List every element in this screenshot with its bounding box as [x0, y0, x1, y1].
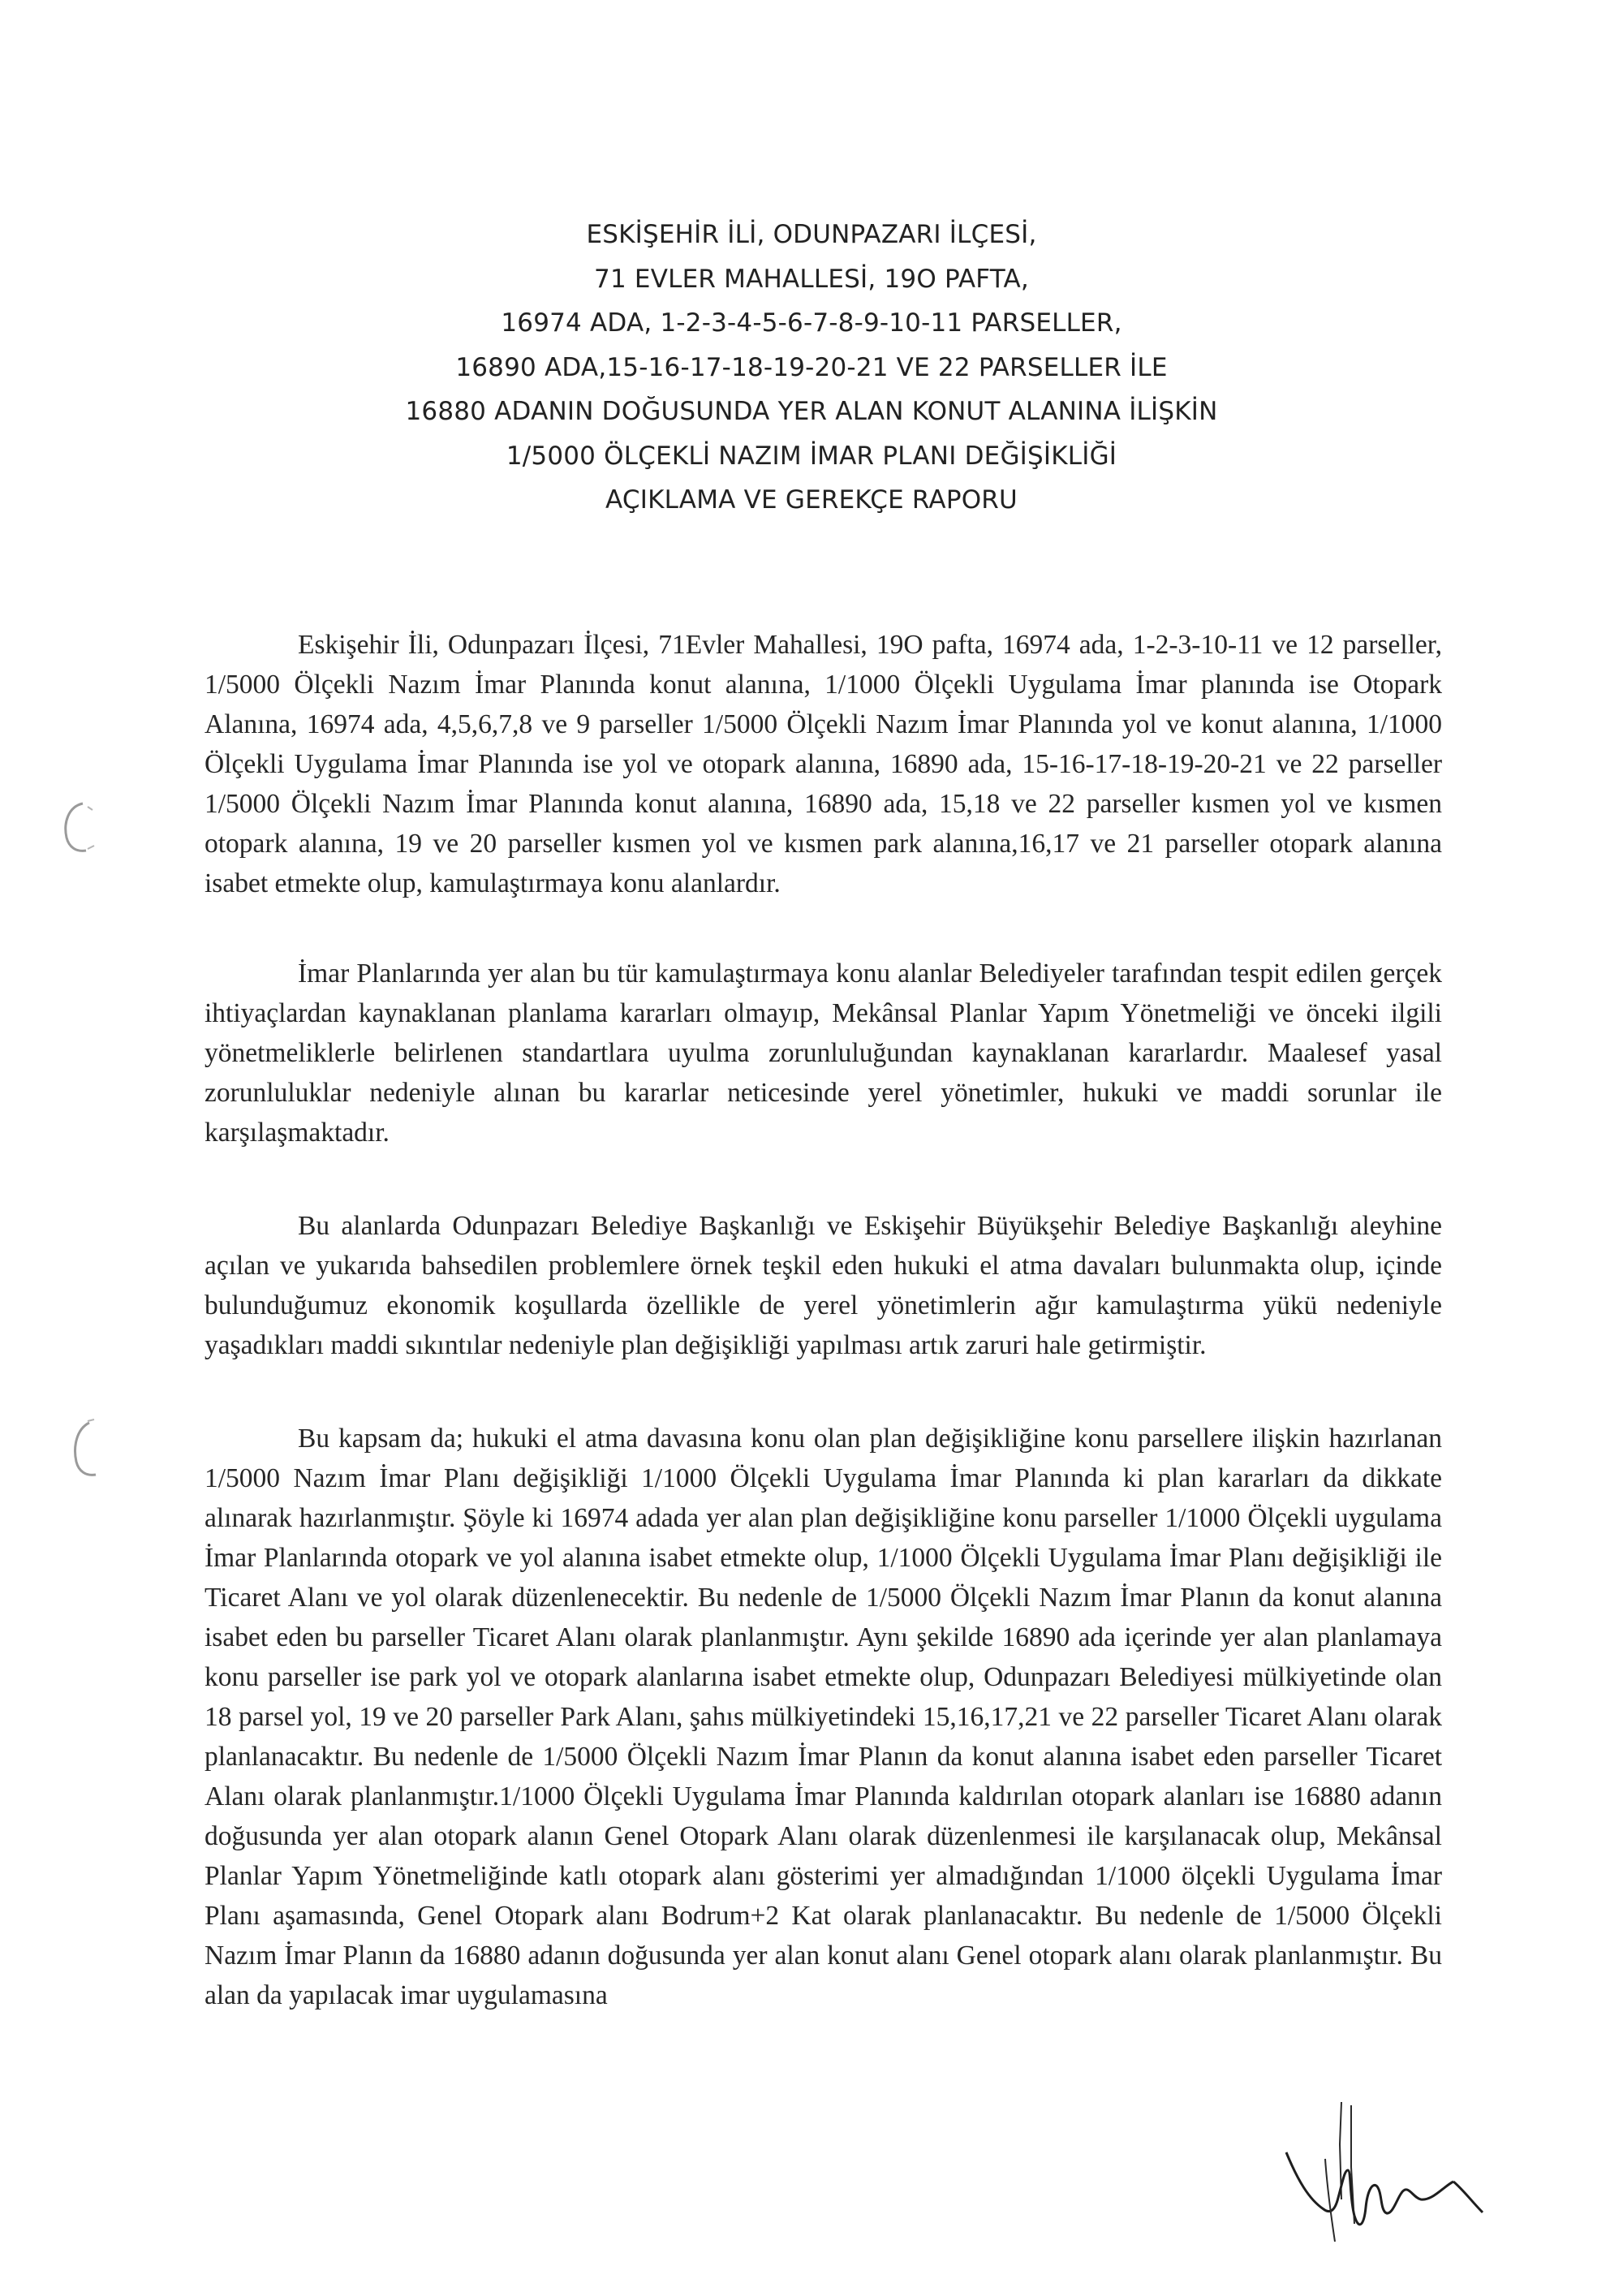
- report-title: [243, 213, 1380, 523]
- report-body: [204, 625, 1442, 2015]
- paragraph-1: Eskişehir İli, Odunpazarı İlçesi, 71Evler Mahallesi, 19O pafta, 16974 ada, 1-2-3-10-11 ve 12 parseller, 1/5000 Ölçekli Nazım İmar Planında konut alanına, 1/1000 Ölçekli Uygulama İmar planında ise Otopark Alanına, 16974 ada, 4,5,6,7,8 ve 9 parseller 1/5000 Ölçekli Nazım İmar Planında yol ve konut alanına, 1/1000 Ölçekli Uygulama İmar Planında ise yol ve otopark alanına, 16890 ada, 15-16-17-18-19-20-21 ve 22 parseller 1/5000 Ölçekli Nazım İmar Planında konut alanına, 16890 ada, 15,18 ve 22 parseller kısmen yol ve kısmen otopark alanına, 19 ve 20 parseller kısmen yol ve kısmen park alanına,16,17 ve 21 parseller otopark alanına isabet etmekte olup, kamulaştırmaya konu alanlardır.: [204, 630, 1442, 898]
- punch-hole-mark-top: [50, 795, 107, 860]
- title-line-4: 16890 ADA,15-16-17-18-19-20-21 VE 22 PARSELLER İLE: [455, 352, 1168, 382]
- paragraph-3: Bu alanlarda Odunpazarı Belediye Başkanlığı ve Eskişehir Büyükşehir Belediye Başkanlığı aleyhine açılan ve yukarıda bahsedilen problemlere örnek teşkil eden hukuki el atma davaları bulunmakta olup, içinde bulunduğumuz ekonomik koşullarda özellikle de yerel yönetimlerin ağır kamulaştırma yükü nedeniyle yaşadıkları maddi sıkıntılar nedeniyle plan değişikliği yapılması artık zaruri hale getirmiştir.: [204, 1211, 1442, 1360]
- title-line-1: ESKİŞEHİR İLİ, ODUNPAZARI İLÇESİ,: [586, 220, 1037, 249]
- punch-hole-mark-bottom: [58, 1416, 115, 1485]
- title-line-7: AÇIKLAMA VE GEREKÇE RAPORU: [605, 485, 1018, 515]
- title-line-3: 16974 ADA, 1-2-3-4-5-6-7-8-9-10-11 PARSELLER,: [501, 308, 1122, 338]
- title-line-5: 16880 ADANIN DOĞUSUNDA YER ALAN KONUT ALANINA İLİŞKİN: [405, 397, 1218, 426]
- signature-mark: [1270, 2102, 1489, 2248]
- paragraph-2: İmar Planlarında yer alan bu tür kamulaştırmaya konu alanlar Belediyeler tarafından tespit edilen gerçek ihtiyaçlardan kaynaklanan planlama kararları olmayıp, Mekânsal Planlar Yapım Yönetmeliği ve önceki ilgili yönetmeliklerle belirlenen standartlara uyulma zorunluluğundan kaynaklanan kararlardır. Maalesef yasal zorunluluklar nedeniyle alınan bu kararlar neticesinde yerel yönetimler, hukuki ve maddi sorunlar ile karşılaşmaktadır.: [204, 958, 1442, 1148]
- title-line-2: 71 EVLER MAHALLESİ, 19O PAFTA,: [594, 264, 1029, 294]
- paragraph-4: Bu kapsam da; hukuki el atma davasına konu olan plan değişikliğine konu parsellere ilişkin hazırlanan 1/5000 Nazım İmar Planı değişikliği 1/1000 Ölçekli Uygulama İmar Planında ki plan kararları da dikkate alınarak hazırlanmıştır. Şöyle ki 16974 adada yer alan plan değişikliğine konu parseller 1/1000 Ölçekli uygulama İmar Planlarında otopark ve yol alanına isabet etmekte olup, 1/1000 Ölçekli Uygulama İmar Planı değişikliği ile Ticaret Alanı ve yol olarak düzenlenecektir. Bu nedenle de 1/5000 Ölçekli Nazım İmar Planın da konut alanına isabet eden bu parseller Ticaret Alanı olarak planlanmıştır. Aynı şekilde 16890 ada içerinde yer alan planlamaya konu parseller ise park yol ve otopark alanlarına isabet etmekte olup, Odunpazarı Belediyesi mülkiyetinde olan 18 parsel yol, 19 ve 20 parseller Park Alanı, şahıs mülkiyetindeki 15,16,17,21 ve 22 parseller Ticaret Alanı olarak planlanacaktır. Bu nedenle de 1/5000 Ölçekli Nazım İmar Planın da konut alanına isabet eden parseller Ticaret Alanı olarak planlanmıştır.1/1000 Ölçekli Uygulama İmar Planında kaldırılan otopark alanları ise 16880 adanın doğusunda yer alan otopark alanın Genel Otopark Alanı olarak düzenlenmesi ile karşılanacak olup, Mekânsal Planlar Yapım Yönetmeliğinde katlı otopark alanı gösterimi yer almadığından 1/1000 ölçekli Uygulama İmar Planı aşamasında, Genel Otopark alanı Bodrum+2 Kat olarak planlanacaktır. Bu nedenle de 1/5000 Ölçekli Nazım İmar Planın da 16880 adanın doğusunda yer alan konut alanı Genel otopark alanı olarak planlanmıştır. Bu alan da yapılacak imar uygulamasına: [204, 1424, 1442, 2010]
- title-line-6: 1/5000 ÖLÇEKLİ NAZIM İMAR PLANI DEĞİŞİKLİĞİ: [506, 441, 1117, 471]
